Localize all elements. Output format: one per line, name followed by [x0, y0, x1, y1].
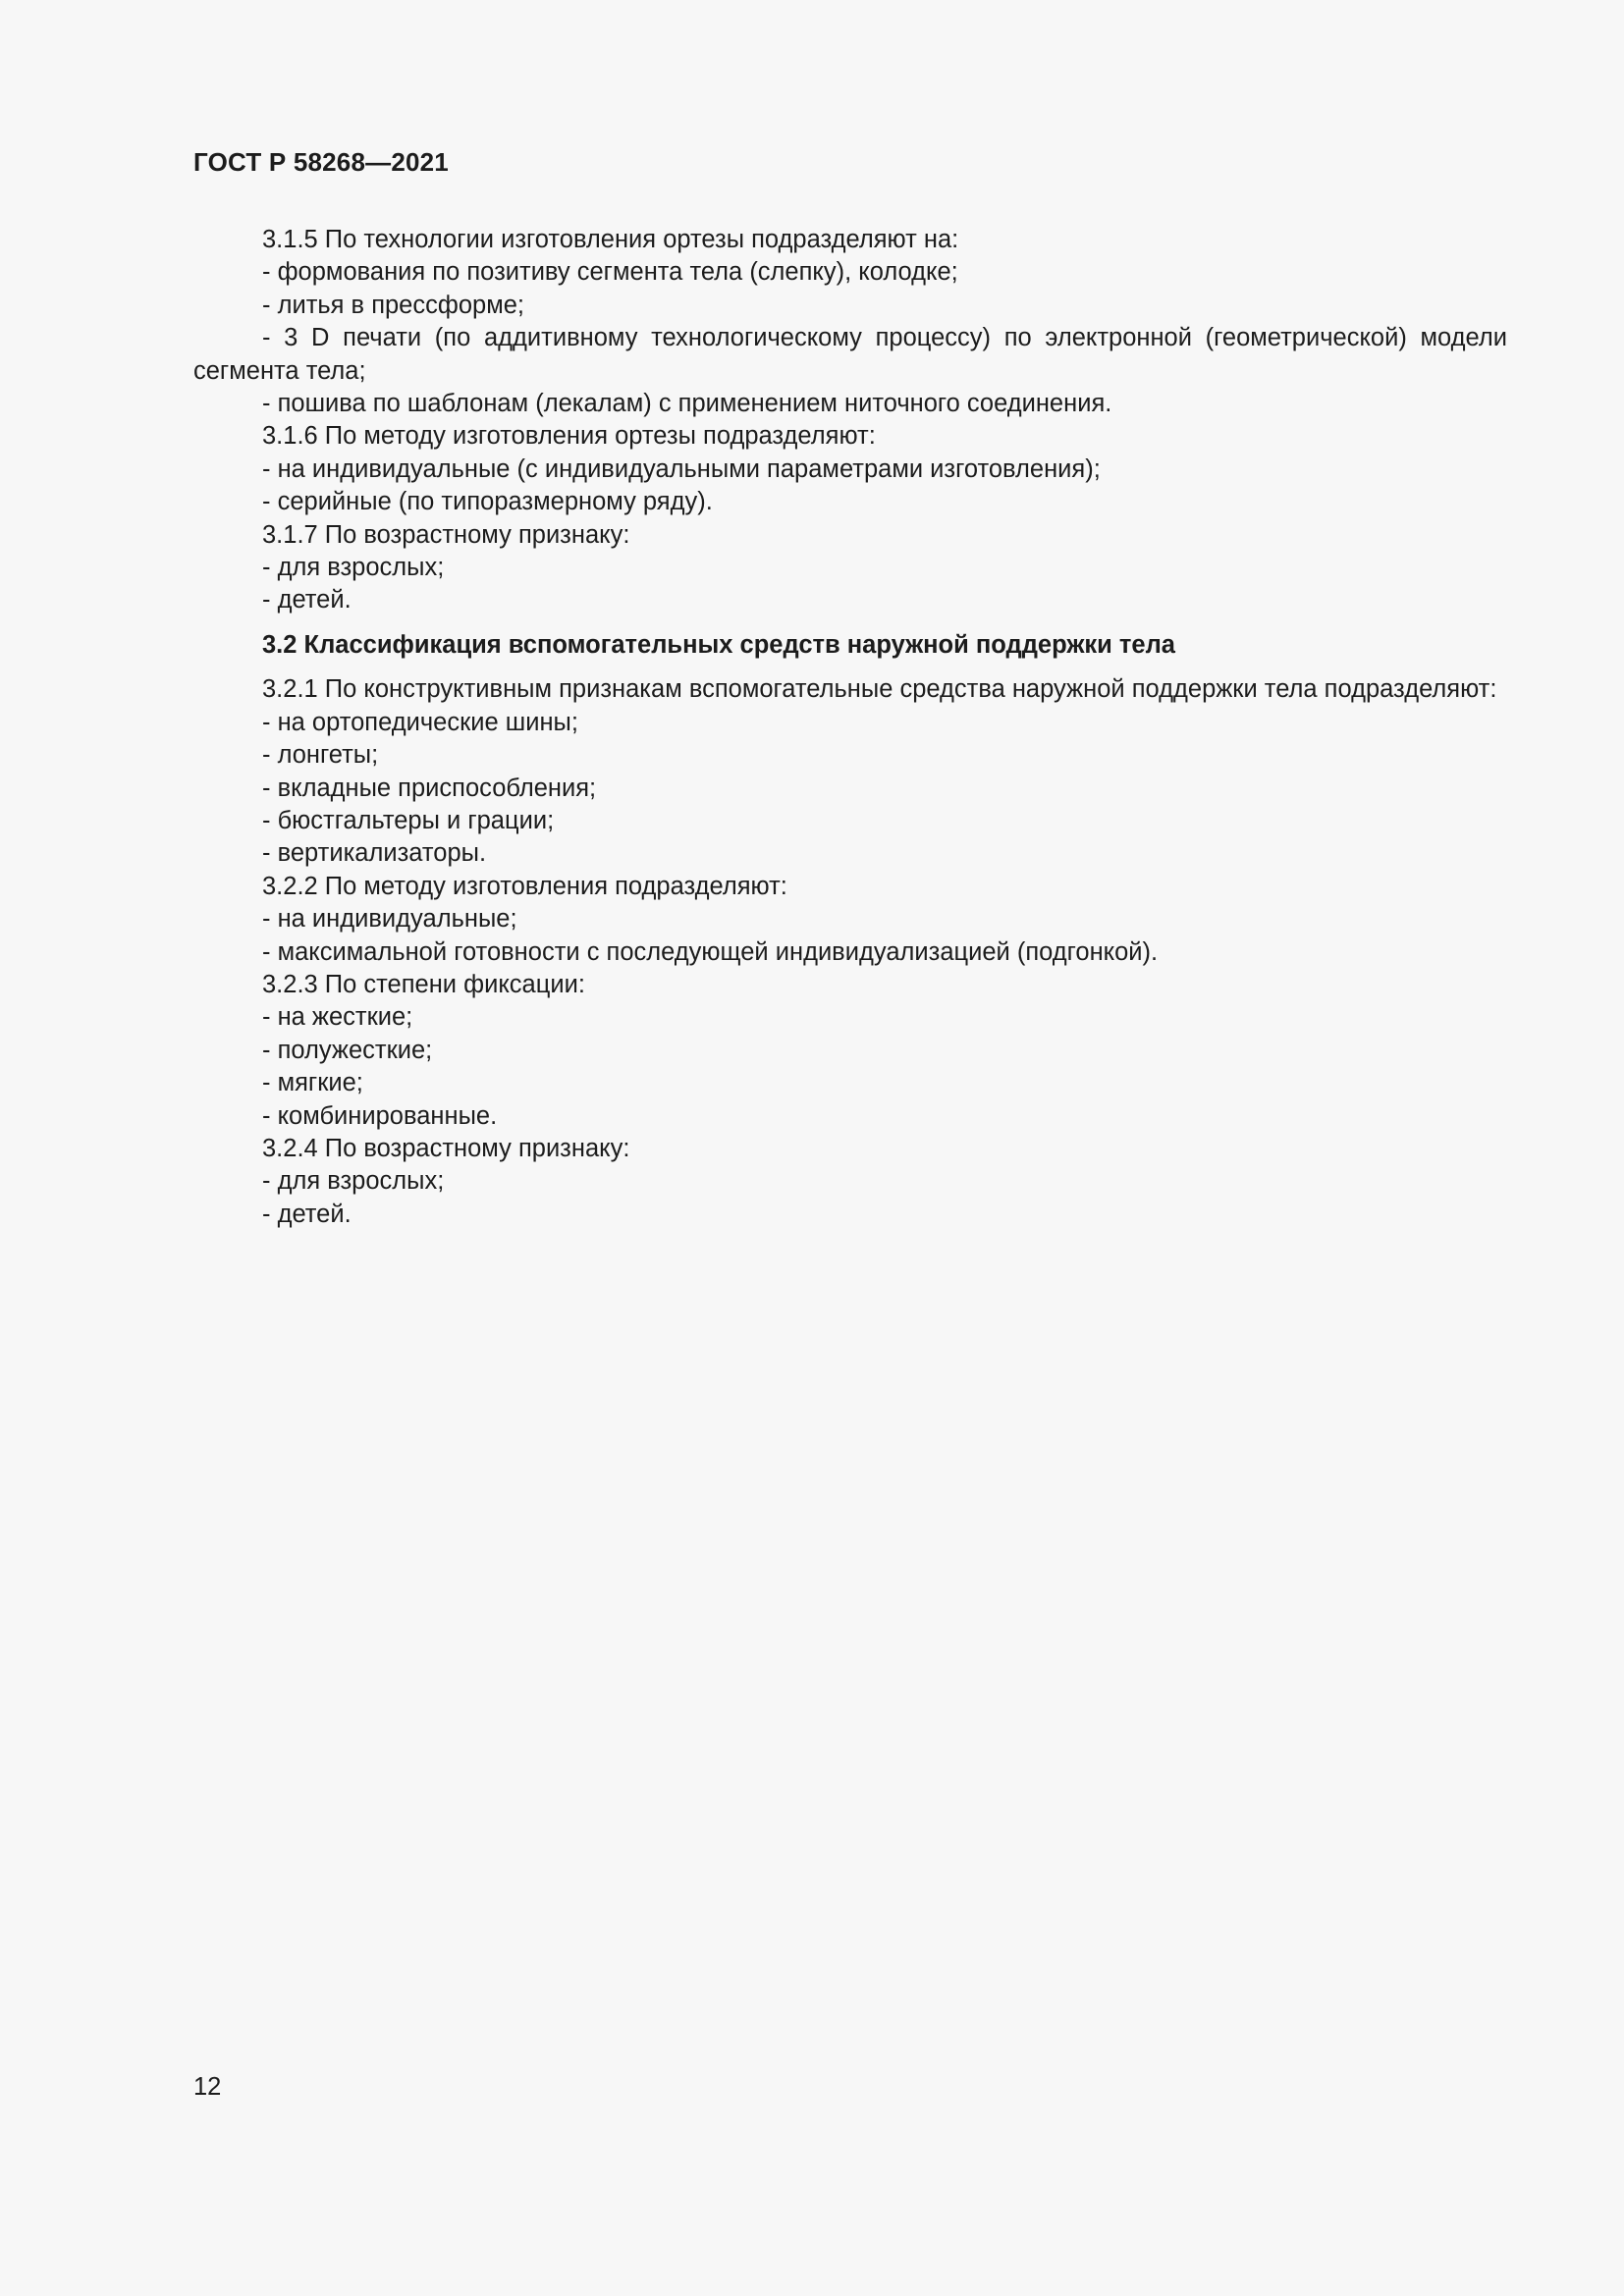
list-item: - литья в прессформе; [262, 291, 525, 319]
page-header-title: ГОСТ Р 58268—2021 [193, 147, 449, 177]
list-item: - детей. [262, 586, 352, 614]
clause-3-2-3: 3.2.3 По степени фиксации: [262, 970, 585, 998]
clause-3-1-5: 3.1.5 По технологии изготовления ортезы подразделяют на: [262, 226, 959, 253]
list-item: - на жесткие; [262, 1003, 413, 1032]
list-item: - на индивидуальные (с индивидуальными параметрами изготовления); [262, 454, 1101, 483]
page-number: 12 [193, 2073, 222, 2101]
list-item: - комбинированные. [262, 1101, 498, 1130]
list-item: - пошива по шаблонам (лекалам) с применением ниточного соединения. [262, 390, 1112, 418]
clause-3-2-4: 3.2.4 По возрастному признаку: [262, 1134, 630, 1162]
clause-3-2-2: 3.2.2 По методу изготовления подразделяют: [262, 872, 787, 900]
list-item: - формования по позитиву сегмента тела (слепку), колодке; [262, 258, 958, 287]
document-body [193, 224, 1507, 1231]
list-item: - на индивидуальные; [262, 905, 517, 934]
list-item: - бюстгальтеры и грации; [262, 806, 555, 834]
list-item: - для взрослых; [262, 1167, 445, 1196]
list-item: - мягкие; [262, 1069, 363, 1097]
list-item: - вертикализаторы. [262, 839, 487, 868]
list-item: - лонгеты; [262, 741, 379, 770]
list-item: - на ортопедические шины; [262, 708, 578, 736]
list-item: - полужесткие; [262, 1036, 433, 1064]
clause-3-1-6: 3.1.6 По методу изготовления ортезы подразделяют: [262, 422, 876, 451]
list-item: - максимальной готовности с последующей индивидуализацией (подгонкой). [262, 937, 1159, 966]
list-item-3d-printing: - 3 D печати (по аддитивному технологическому процессу) по электронной (геометрической) модели сегмента тела; [193, 324, 1507, 385]
list-item: - серийные (по типоразмерному ряду). [262, 488, 713, 516]
clause-3-2-1: 3.2.1 По конструктивным признакам вспомогательные средства наружной поддержки тела подразделяют: [262, 675, 1497, 704]
list-item: - вкладные приспособления; [262, 774, 597, 802]
list-item: - для взрослых; [262, 554, 445, 582]
list-item: - детей. [262, 1200, 352, 1228]
section-heading-3-2: 3.2 Классификация вспомогательных средств наружной поддержки тела [262, 630, 1175, 659]
clause-3-1-7: 3.1.7 По возрастному признаку: [262, 520, 630, 549]
